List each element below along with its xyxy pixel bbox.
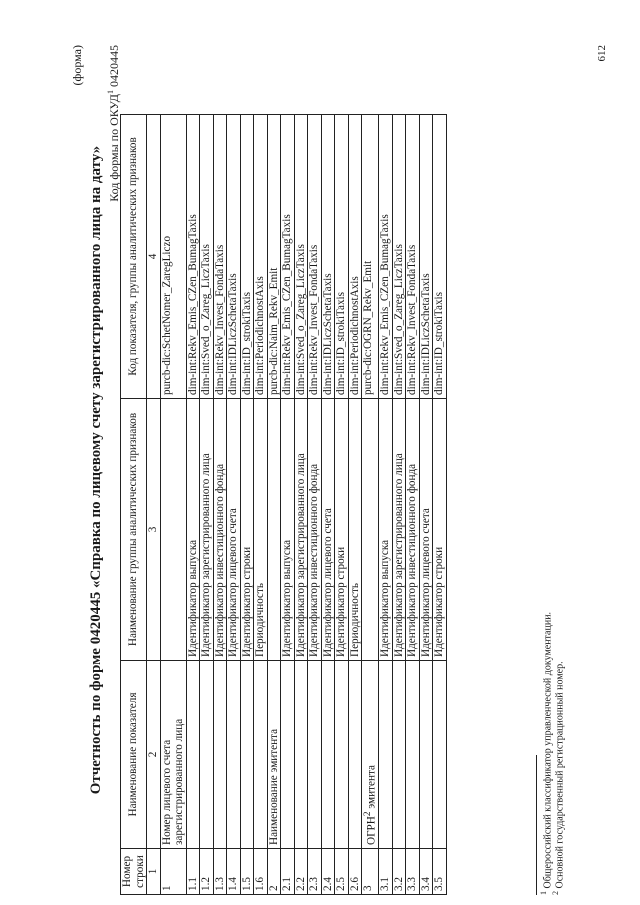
group-name: Идентификатор лицевого счета xyxy=(419,399,433,661)
group-name: Идентификатор выпуска xyxy=(186,399,200,661)
table-row xyxy=(348,115,362,895)
rotated-content xyxy=(70,45,630,895)
row-number: 3.5 xyxy=(433,849,447,895)
indicator-name-empty xyxy=(213,661,227,849)
row-number: 3.2 xyxy=(392,849,406,895)
indicator-name-empty xyxy=(227,661,241,849)
indicator-code: dim-int:ID_strokiTaxis xyxy=(433,115,447,399)
row-number: 3.3 xyxy=(406,849,420,895)
indicator-name-empty xyxy=(281,661,295,849)
indicator-code: dim-int:Rekv_Invest_FondaTaxis xyxy=(406,115,420,399)
form-label: (форма) xyxy=(70,45,84,86)
indicator-code: dim-int:IDLiczSchetaTaxis xyxy=(227,115,241,399)
group-name: Идентификатор лицевого счета xyxy=(321,399,335,661)
table-row xyxy=(240,115,254,895)
table-row xyxy=(379,115,393,895)
row-number: 3 xyxy=(362,849,379,895)
table-row xyxy=(186,115,200,895)
indicator-code: dim-int:IDLiczSchetaTaxis xyxy=(419,115,433,399)
indicator-name-empty xyxy=(186,661,200,849)
group-name: Идентификатор зарегистрированного лица xyxy=(392,399,406,661)
indicator-name-empty xyxy=(200,661,214,849)
indicator-name-empty xyxy=(335,661,349,849)
indicator-code: dim-int:Rekv_Emis_CZen_BumagTaxis xyxy=(281,115,295,399)
row-number: 1.1 xyxy=(186,849,200,895)
indicator-code: dim-int:ID_strokiTaxis xyxy=(335,115,349,399)
okud-prefix: Код формы по ОКУД xyxy=(107,94,121,202)
table-row xyxy=(267,115,281,895)
row-number: 1.6 xyxy=(254,849,268,895)
group-name: Идентификатор лицевого счета xyxy=(227,399,241,661)
column-number: 3 xyxy=(147,399,161,661)
table-row xyxy=(294,115,308,895)
row-number: 2.6 xyxy=(348,849,362,895)
row-number: 2.5 xyxy=(335,849,349,895)
ogrn-footnote-mark: 2 xyxy=(363,811,373,817)
okud-code: 0420445 xyxy=(107,45,121,87)
indicator-code: dim-int:Rekv_Invest_FondaTaxis xyxy=(213,115,227,399)
group-name xyxy=(267,399,281,661)
indicator-name-empty xyxy=(321,661,335,849)
row-number: 3.4 xyxy=(419,849,433,895)
table-row xyxy=(406,115,420,895)
footnote-2-text: Основной государственный регистрационный номер. xyxy=(554,661,566,889)
table-row xyxy=(362,115,379,895)
indicator-name-empty xyxy=(240,661,254,849)
table-row xyxy=(160,115,186,895)
indicator-name-suffix: эмитента xyxy=(365,765,378,812)
indicator-code: dim-int:Rekv_Emis_CZen_BumagTaxis xyxy=(379,115,393,399)
row-number: 2 xyxy=(267,849,281,895)
table-row xyxy=(433,115,447,895)
indicator-code: dim-int:ID_strokiTaxis xyxy=(240,115,254,399)
indicator-code: dim-int:PeriodichnostAxis xyxy=(348,115,362,399)
table-row xyxy=(227,115,241,895)
indicator-code: dim-int:Rekv_Emis_CZen_BumagTaxis xyxy=(186,115,200,399)
column-number-row xyxy=(147,115,161,895)
footnote-1-mark: 1 xyxy=(539,891,548,895)
column-header-indicator-name: Наименование показателя xyxy=(121,661,147,849)
group-name: Периодичность xyxy=(348,399,362,661)
group-name xyxy=(362,399,379,661)
indicator-name-empty xyxy=(308,661,322,849)
group-name: Идентификатор зарегистрированного лица xyxy=(294,399,308,661)
row-number: 1.5 xyxy=(240,849,254,895)
indicator-code: dim-int:Sved_o_Zareg_LiczTaxis xyxy=(392,115,406,399)
okud-footnote-mark: 1 xyxy=(106,90,115,94)
group-name: Периодичность xyxy=(254,399,268,661)
indicator-name xyxy=(362,661,379,849)
indicator-name-empty xyxy=(433,661,447,849)
table-row xyxy=(213,115,227,895)
table-row xyxy=(392,115,406,895)
column-number: 1 xyxy=(147,849,161,895)
table-header-row xyxy=(121,115,147,895)
footnote-divider xyxy=(536,755,537,895)
group-name: Идентификатор строки xyxy=(240,399,254,661)
footnote-2 xyxy=(551,661,565,895)
column-header-row-number: Номер строки xyxy=(121,849,147,895)
row-number: 2.3 xyxy=(308,849,322,895)
table-row xyxy=(321,115,335,895)
group-name: Идентификатор зарегистрированного лица xyxy=(200,399,214,661)
indicator-name-empty xyxy=(406,661,420,849)
table-row xyxy=(308,115,322,895)
group-name: Идентификатор инвестиционного фонда xyxy=(308,399,322,661)
footnote-1-text: Общероссийский классификатор управленческой документации. xyxy=(542,611,554,889)
indicator-code: purcb-dic:Naim_Rekv_Emit xyxy=(267,115,281,399)
indicator-name-empty xyxy=(294,661,308,849)
table-row xyxy=(254,115,268,895)
row-number: 1.4 xyxy=(227,849,241,895)
column-header-code: Код показателя, группы аналитических признаков xyxy=(121,115,147,399)
indicator-name-empty xyxy=(392,661,406,849)
indicator-name-empty xyxy=(419,661,433,849)
table-row xyxy=(419,115,433,895)
footnote-2-mark: 2 xyxy=(551,891,560,895)
indicator-code: purcb-dic:SchetNomer_ZaregLiczo xyxy=(160,115,186,399)
group-name: Идентификатор строки xyxy=(335,399,349,661)
table-row xyxy=(281,115,295,895)
indicator-code: purcb-dic:OGRN_Rekv_Emit xyxy=(362,115,379,399)
row-number: 3.1 xyxy=(379,849,393,895)
column-header-group-name: Наименование группы аналитических признаков xyxy=(121,399,147,661)
indicator-name: Наименование эмитента xyxy=(267,661,281,849)
indicator-name-empty xyxy=(379,661,393,849)
column-number: 2 xyxy=(147,661,161,849)
indicator-name: Номер лицевого счета зарегистрированного лица xyxy=(160,661,186,849)
column-number: 4 xyxy=(147,115,161,399)
indicator-code: dim-int:Rekv_Invest_FondaTaxis xyxy=(308,115,322,399)
indicator-code: dim-int:Sved_o_Zareg_LiczTaxis xyxy=(294,115,308,399)
indicator-name-empty xyxy=(348,661,362,849)
indicator-code: dim-int:Sved_o_Zareg_LiczTaxis xyxy=(200,115,214,399)
row-number: 2.1 xyxy=(281,849,295,895)
row-number: 1.2 xyxy=(200,849,214,895)
row-number: 2.4 xyxy=(321,849,335,895)
indicator-name-empty xyxy=(254,661,268,849)
group-name: Идентификатор выпуска xyxy=(379,399,393,661)
table-row xyxy=(335,115,349,895)
document-title: Отчетность по форме 0420445 «Справка по лицевому счету зарегистрированного лица на дату» xyxy=(88,145,104,795)
group-name: Идентификатор строки xyxy=(433,399,447,661)
page-number: 612 xyxy=(596,45,608,62)
table-row xyxy=(200,115,214,895)
group-name: Идентификатор инвестиционного фонда xyxy=(406,399,420,661)
row-number: 2.2 xyxy=(294,849,308,895)
group-name: Идентификатор инвестиционного фонда xyxy=(213,399,227,661)
indicator-code: dim-int:PeriodichnostAxis xyxy=(254,115,268,399)
report-table xyxy=(120,114,447,895)
row-number: 1 xyxy=(160,849,186,895)
row-number: 1.3 xyxy=(213,849,227,895)
group-name xyxy=(160,399,186,661)
group-name: Идентификатор выпуска xyxy=(281,399,295,661)
indicator-code: dim-int:IDLiczSchetaTaxis xyxy=(321,115,335,399)
indicator-name-text: ОГРН xyxy=(365,816,378,845)
